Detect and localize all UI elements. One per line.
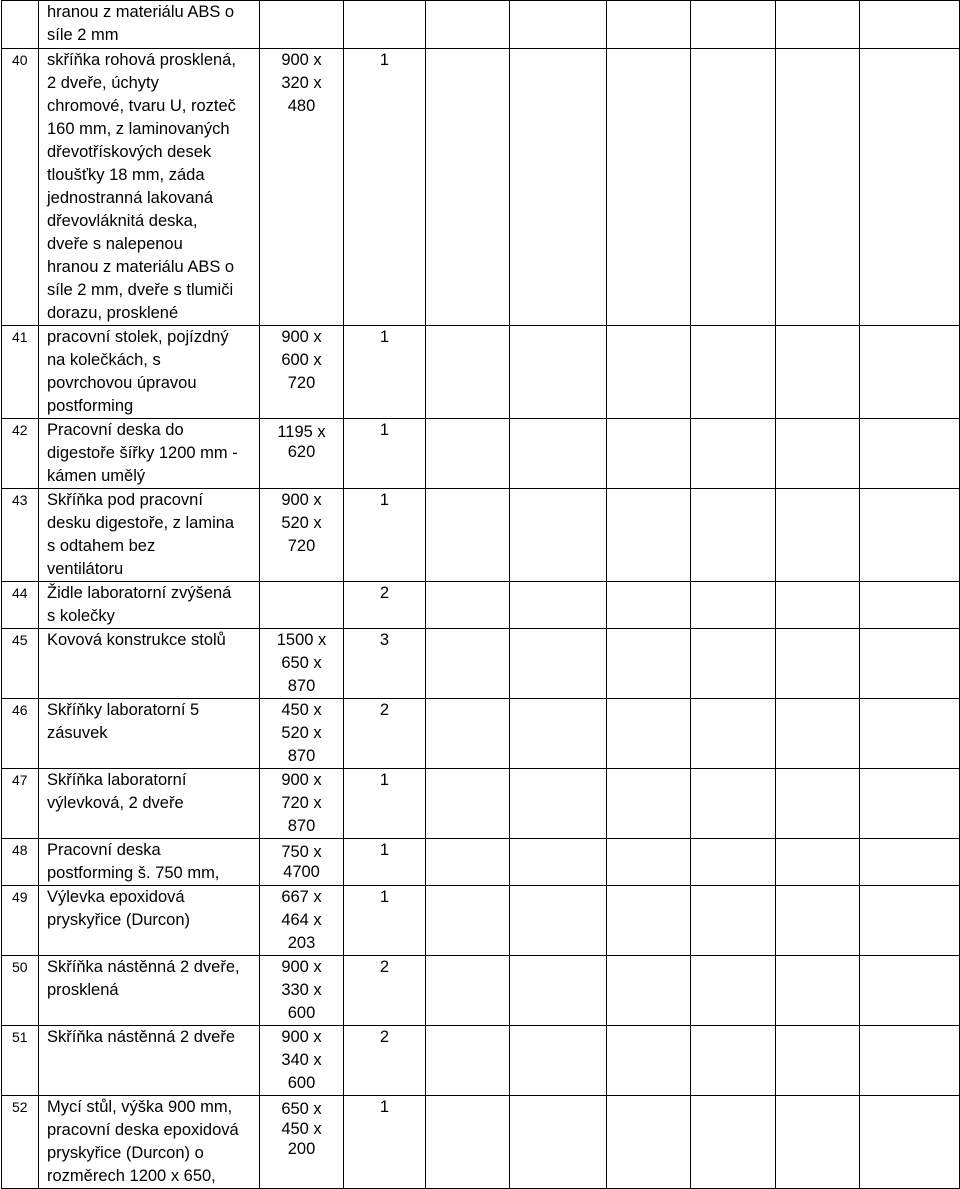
table-row [2,886,960,956]
empty-cell [510,629,607,699]
item-dimensions: 650 x 450 x 200 [260,1096,344,1189]
empty-cell [691,1,776,49]
empty-cell [776,699,860,769]
item-quantity: 1 [344,769,426,839]
empty-cell [860,956,960,1026]
empty-cell [776,582,860,629]
empty-cell [510,49,607,326]
empty-cell [860,489,960,582]
empty-cell [510,769,607,839]
item-dimensions: 750 x 4700 [260,839,344,886]
item-description: pracovní stolek, pojízdný na kolečkách, s povrchovou úpravou postforming [39,326,260,419]
item-number: 40 [2,49,39,326]
empty-cell [607,1026,691,1096]
empty-cell [510,582,607,629]
empty-cell [510,489,607,582]
table-row [2,489,960,582]
table-row [2,699,960,769]
empty-cell [691,769,776,839]
empty-cell [691,419,776,489]
empty-cell [860,629,960,699]
empty-cell [426,1026,510,1096]
empty-cell [776,419,860,489]
item-quantity: 1 [344,886,426,956]
empty-cell [776,326,860,419]
item-quantity: 2 [344,956,426,1026]
empty-cell [860,1026,960,1096]
empty-cell [860,326,960,419]
empty-cell [510,1,607,49]
item-description: Výlevka epoxidová pryskyřice (Durcon) [39,886,260,956]
item-quantity: 2 [344,699,426,769]
empty-cell [607,419,691,489]
empty-cell [691,629,776,699]
item-dimensions [260,1,344,49]
empty-cell [691,839,776,886]
empty-cell [426,839,510,886]
empty-cell [691,886,776,956]
table-row [2,1026,960,1096]
item-description: Skříňka nástěnná 2 dveře, prosklená [39,956,260,1026]
empty-cell [607,489,691,582]
empty-cell [691,1096,776,1189]
empty-cell [426,1096,510,1189]
empty-cell [607,1096,691,1189]
empty-cell [776,629,860,699]
item-dimensions: 1195 x 620 [260,419,344,489]
item-number: 45 [2,629,39,699]
empty-cell [426,956,510,1026]
empty-cell [607,582,691,629]
item-number: 46 [2,699,39,769]
item-description: skříňka rohová prosklená, 2 dveře, úchyty chromové, tvaru U, rozteč 160 mm, z laminovaných dřevotřískových desek tloušťky 18 mm, záda jednostranná lakovaná dřevovláknitá deska, dveře s nalepenou hranou z materiálu ABS o síle 2 mm, dveře s tlumiči dorazu, prosklené [39,49,260,326]
item-number: 51 [2,1026,39,1096]
item-number [2,1,39,49]
item-description: Skříňky laboratorní 5 zásuvek [39,699,260,769]
table-row [2,629,960,699]
empty-cell [860,886,960,956]
table-row [2,956,960,1026]
item-dimensions: 667 x 464 x 203 [260,886,344,956]
empty-cell [607,886,691,956]
empty-cell [426,419,510,489]
empty-cell [510,1026,607,1096]
item-quantity: 2 [344,582,426,629]
item-dimensions: 900 x 520 x 720 [260,489,344,582]
empty-cell [510,326,607,419]
table-row [2,582,960,629]
empty-cell [607,839,691,886]
item-dimensions: 900 x 720 x 870 [260,769,344,839]
item-quantity: 3 [344,629,426,699]
item-quantity: 1 [344,326,426,419]
empty-cell [510,956,607,1026]
table-row [2,839,960,886]
empty-cell [607,1,691,49]
empty-cell [691,582,776,629]
empty-cell [426,699,510,769]
item-number: 47 [2,769,39,839]
item-description: hranou z materiálu ABS o síle 2 mm [39,1,260,49]
item-description: Židle laboratorní zvýšená s kolečky [39,582,260,629]
empty-cell [776,839,860,886]
empty-cell [426,582,510,629]
item-quantity: 1 [344,419,426,489]
empty-cell [510,699,607,769]
item-quantity: 1 [344,49,426,326]
item-description: Pracovní deska do digestoře šířky 1200 mm - kámen umělý [39,419,260,489]
table-row [2,419,960,489]
table-row [2,49,960,326]
empty-cell [691,1026,776,1096]
empty-cell [426,489,510,582]
empty-cell [426,629,510,699]
item-number: 50 [2,956,39,1026]
item-description: Skříňka nástěnná 2 dveře [39,1026,260,1096]
empty-cell [510,1096,607,1189]
item-number: 49 [2,886,39,956]
empty-cell [860,769,960,839]
empty-cell [776,956,860,1026]
item-description: Skříňka laboratorní výlevková, 2 dveře [39,769,260,839]
empty-cell [691,326,776,419]
table-row [2,1,960,49]
item-description: Pracovní deska postforming š. 750 mm, [39,839,260,886]
empty-cell [860,49,960,326]
empty-cell [510,886,607,956]
item-dimensions: 900 x 600 x 720 [260,326,344,419]
empty-cell [607,769,691,839]
empty-cell [860,582,960,629]
empty-cell [426,1,510,49]
empty-cell [607,699,691,769]
item-dimensions [260,582,344,629]
empty-cell [776,489,860,582]
item-dimensions: 900 x 330 x 600 [260,956,344,1026]
empty-cell [426,326,510,419]
item-number: 44 [2,582,39,629]
empty-cell [776,769,860,839]
empty-cell [776,1026,860,1096]
empty-cell [426,769,510,839]
item-dimensions: 900 x 320 x 480 [260,49,344,326]
empty-cell [691,489,776,582]
item-dimensions: 450 x 520 x 870 [260,699,344,769]
table-row [2,326,960,419]
empty-cell [776,49,860,326]
empty-cell [607,49,691,326]
item-dimensions: 900 x 340 x 600 [260,1026,344,1096]
empty-cell [776,886,860,956]
item-quantity: 2 [344,1026,426,1096]
empty-cell [691,699,776,769]
item-number: 48 [2,839,39,886]
empty-cell [607,326,691,419]
item-quantity [344,1,426,49]
empty-cell [510,419,607,489]
empty-cell [860,419,960,489]
item-number: 42 [2,419,39,489]
empty-cell [607,956,691,1026]
empty-cell [860,699,960,769]
item-quantity: 1 [344,489,426,582]
item-dimensions: 1500 x 650 x 870 [260,629,344,699]
empty-cell [607,629,691,699]
empty-cell [776,1096,860,1189]
equipment-table [1,0,960,1189]
item-description: Skříňka pod pracovní desku digestoře, z lamina s odtahem bez ventilátoru [39,489,260,582]
item-number: 43 [2,489,39,582]
empty-cell [426,886,510,956]
item-number: 41 [2,326,39,419]
item-description: Mycí stůl, výška 900 mm, pracovní deska epoxidová pryskyřice (Durcon) o rozměrech 1200 x 650, [39,1096,260,1189]
item-number: 52 [2,1096,39,1189]
empty-cell [510,839,607,886]
table-row [2,1096,960,1189]
table-row [2,769,960,839]
empty-cell [691,49,776,326]
item-quantity: 1 [344,1096,426,1189]
empty-cell [776,1,860,49]
empty-cell [860,1096,960,1189]
item-description: Kovová konstrukce stolů [39,629,260,699]
empty-cell [691,956,776,1026]
empty-cell [860,1,960,49]
empty-cell [426,49,510,326]
item-quantity: 1 [344,839,426,886]
empty-cell [860,839,960,886]
